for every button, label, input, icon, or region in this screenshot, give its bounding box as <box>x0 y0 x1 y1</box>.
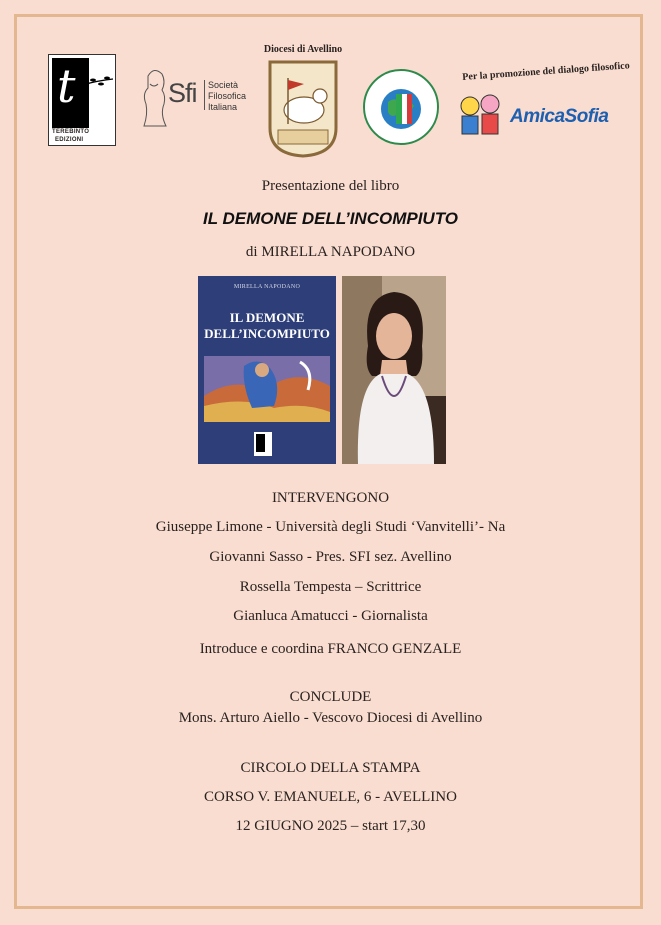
speaker-1: Giuseppe Limone - Università degli Studi ‘Vanvitelli’- Na <box>155 519 506 535</box>
speaker-4: Gianluca Amatucci - Giornalista <box>233 608 428 624</box>
terebinto-logo <box>48 54 116 146</box>
speaker-3: Rossella Tempesta – Scrittrice <box>239 579 422 595</box>
logo-letter: t <box>57 59 76 113</box>
sfi-abbr: Sfi <box>168 78 197 108</box>
laudato-si-logo <box>362 68 440 146</box>
amicasofia-logo <box>456 60 631 142</box>
conclusion-name: Mons. Arturo Aiello - Vescovo Diocesi di Avellino <box>178 710 483 726</box>
lamb-emblem-icon <box>264 58 342 158</box>
diocesi-logo <box>258 44 348 162</box>
author-photo <box>342 276 446 464</box>
venue-address: CORSO V. EMANUELE, 6 - AVELLINO <box>204 789 457 805</box>
terebinto-sub: EDIZIONI <box>55 137 84 143</box>
moderator-line: Introduce e coordina FRANCO GENZALE <box>199 641 462 657</box>
speakers-heading: INTERVENGONO <box>271 490 390 506</box>
sfi-line3: Italiana <box>208 102 238 112</box>
conclusion-heading: CONCLUDE <box>289 689 372 705</box>
amicasofia-tagline: Per la promozione del dialogo filosofico <box>462 60 631 83</box>
book-cover <box>198 276 336 464</box>
branch-icon <box>83 75 115 91</box>
amicasofia-name: AmicaSofia <box>510 106 609 127</box>
cover-painting <box>204 356 330 422</box>
sfi-line2: Filosofica <box>208 91 247 101</box>
cover-title-line1: IL DEMONE <box>229 310 305 325</box>
terebinto-name: TEREBINTO <box>52 129 90 135</box>
cover-author: MIRELLA NAPODANO <box>233 284 301 290</box>
speaker-2: Giovanni Sasso - Pres. SFI sez. Avellino <box>209 549 452 565</box>
author-line: di MIRELLA NAPODANO <box>245 244 416 260</box>
sfi-logo <box>140 66 248 130</box>
book-title: IL DEMONE DELL’INCOMPIUTO <box>202 209 458 228</box>
globe-icon <box>362 68 440 146</box>
cover-title-line2: DELL’INCOMPIUTO <box>204 326 330 341</box>
sfi-line1: Società <box>208 80 239 90</box>
sfi-divider <box>204 80 205 110</box>
children-icon <box>456 92 506 138</box>
venue-datetime: 12 GIUGNO 2025 – start 17,30 <box>235 818 426 834</box>
author-portrait <box>342 276 446 464</box>
diocesi-title: Diocesi di Avellino <box>263 44 343 55</box>
logo-row <box>0 44 661 164</box>
philosopher-bust-icon <box>140 66 170 130</box>
publisher-mark-icon <box>254 432 272 456</box>
presentation-line: Presentazione del libro <box>261 178 400 194</box>
venue-place: CIRCOLO DELLA STAMPA <box>240 760 421 776</box>
